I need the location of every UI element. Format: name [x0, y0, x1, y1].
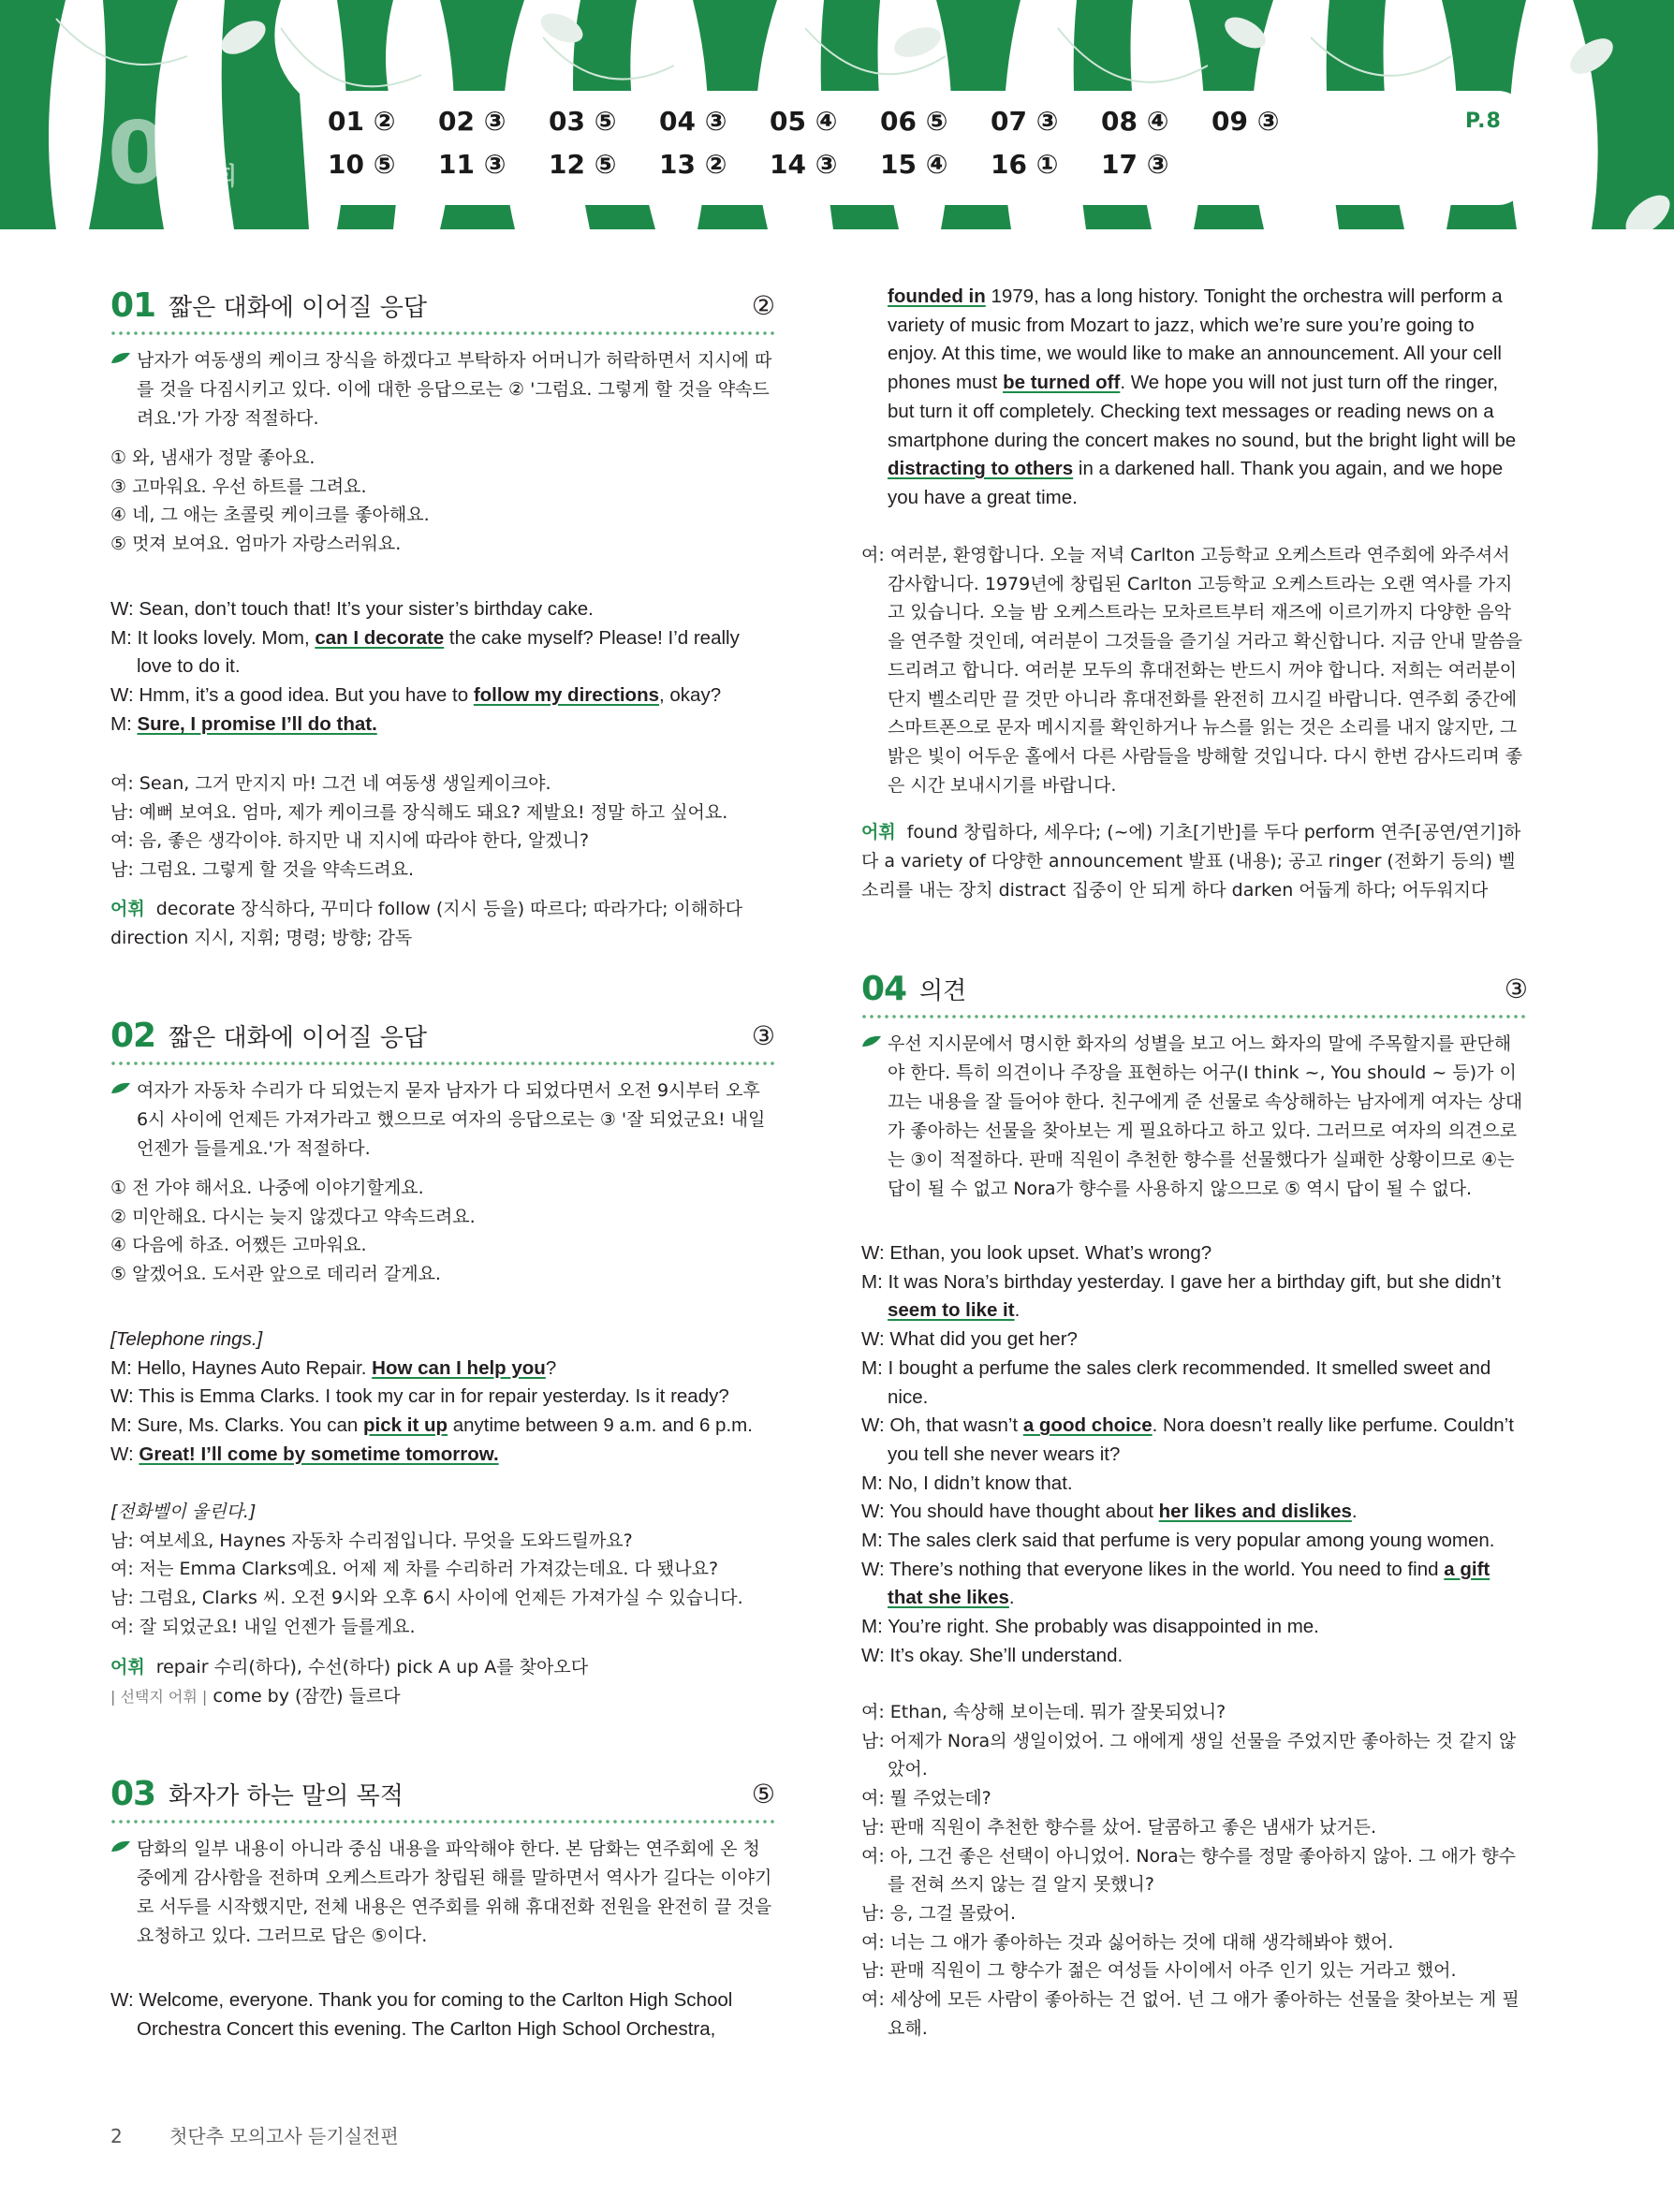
answer-item: 17 ③ — [1101, 149, 1169, 180]
section-02-header — [110, 1017, 775, 1055]
options-list — [110, 444, 766, 559]
dialogue-line: 여: 세상에 모든 사람이 좋아하는 건 없어. 넌 그 애가 좋아하는 선물을 찾아보는 게 필요해. — [861, 1989, 1520, 2039]
dialogue-line: W: What did you get her? — [861, 1328, 1078, 1351]
monologue-korean — [861, 541, 1528, 799]
dialogue-line: W: Ethan, you look upset. What’s wrong? — [861, 1242, 1212, 1264]
book-title: 첫단추 모의고사 듣기실전편 — [169, 2125, 399, 2147]
explanation: 남자가 여동생의 케이크 장식을 하겠다고 부탁하자 어머니가 허락하면서 지시에 따를 것을 다짐시키고 있다. 이에 대한 응답으로는 ② '그럼요. 그렇게 할 것을 약속드려요.'가 가장 적절하다. — [137, 346, 773, 433]
dialogue-line: 남: 예뻐 보여요. 엄마, 제가 케이크를 장식해도 돼요? 제발요! 정말 하고 싶어요. — [110, 801, 728, 823]
answer-item: 12 ⑤ — [549, 149, 617, 180]
answer-key-box — [309, 91, 1526, 205]
dialogue-line: W: There’s nothing that everyone likes in the world. You need to find a gift that she likes. — [861, 1558, 1490, 1609]
dialogue-english — [110, 595, 775, 740]
section-title: 짧은 대화에 이어질 응답 — [169, 294, 427, 322]
dialogue-line: M: The sales clerk said that perfume is very popular among young women. — [861, 1530, 1495, 1552]
test-number: 01 — [108, 103, 217, 203]
dialogue-line: W: It’s okay. She’ll understand. — [861, 1644, 1123, 1666]
option: ① 전 가야 해서요. 나중에 이야기할게요. — [110, 1178, 424, 1198]
dialogue-line: 남: 그럼요. 그렇게 할 것을 약속드려요. — [110, 859, 414, 881]
dialogue-line: W: Welcome, everyone. Thank you for coming to the Carlton High School Orchestra Concert this evening. The Carlton High School Orchestra, — [110, 1989, 733, 2040]
vocabulary: 어휘 found 창립하다, 세우다; (~에) 기초[기반]를 두다 perform 연주[공연/연기]하다 a variety of 다양한 announcement 발표 (내용); 공고 ringer (전화기 등의) 벨소리를 내는 장치 distract 집중이 안 되게 하다 darken 어둡게 하다; 어두워지다 — [861, 822, 1521, 901]
dialogue-line: M: Hello, Haynes Auto Repair. How can I help you? — [110, 1356, 557, 1379]
divider — [110, 1818, 775, 1825]
dialogue-english — [110, 1326, 775, 1470]
section-title: 짧은 대화에 이어질 응답 — [169, 1024, 427, 1052]
page-reference: P.8 — [1465, 110, 1502, 133]
dialogue-line: 남: 여보세요, Haynes 자동차 수리점입니다. 무엇을 도와드릴까요? — [110, 1530, 633, 1551]
vocabulary: 어휘 repair 수리(하다), 수선(하다) pick A up A를 찾아오다 | 선택지 어휘 | come by (잠깐) 들르다 — [110, 1657, 589, 1707]
dialogue-line: W: Sean, don’t touch that! It’s your sister’s birthday cake. — [110, 598, 594, 620]
explanation: 여자가 자동차 수리가 다 되었는지 묻자 남자가 다 되었다면서 오전 9시부터 오후 6시 사이에 언제든 가져가라고 했으므로 여자의 응답으로는 ③ '잘 되었군요! 내일 언젠가 들를게요.'가 적절하다. — [137, 1077, 773, 1164]
dialogue-line: founded in 1979, has a long history. Tonight the orchestra will perform a variety of music from Mozart to jazz, which we’re sure you’re going to enjoy. At this time, we would like to make an announcement. All your cell phones must be turned off. We hope you will not just turn off the ringer, but turn it off completely. Checking text messages or reading news on a smartphone during the concert makes no sound, but the bright light will be distracting to others in a darkened hall. Thank you again, and we hope you have a great time. — [888, 286, 1517, 508]
page-footer — [110, 2121, 399, 2148]
option: ② 미안해요. 다시는 늦지 않겠다고 약속드려요. — [110, 1206, 476, 1227]
dialogue-line: 여: 음, 좋은 생각이야. 하지만 내 지시에 따라야 한다, 알겠니? — [110, 830, 590, 852]
explanation: 담화의 일부 내용이 아니라 중심 내용을 파악해야 한다. 본 담화는 연주회에 온 청중에게 감사함을 전하며 오케스트라가 창립된 해를 말하면서 역사가 길다는 이야기로 서두를 시작했지만, 전체 내용은 연주회를 위해 휴대전화 전원을 완전히 끌 것을 요청하고 있다. 그러므로 답은 ⑤이다. — [137, 1835, 773, 1951]
answer-item: 07 ③ — [991, 106, 1059, 137]
monologue-english-continued — [861, 283, 1528, 513]
dialogue-line: 여: 여러분, 환영합니다. 오늘 저녁 Carlton 고등학교 오케스트라 연주회에 와주셔서 감사합니다. 1979년에 창립된 Carlton 고등학교 오케스트라는 오랜 역사를 가지고 있습니다. 오늘 밤 오케스트라는 모차르트부터 재즈에 이르기까지 다양한 음악을 연주할 것인데, 여러분이 그것들을 즐기실 거라고 확신합니다. 지금 안내 말씀을 드리려고 합니다. 여러분 모두의 휴대전화는 반드시 꺼야 합니다. 저희는 여러분이 단지 벨소리만 끌 것만 아니라 휴대전화를 완전히 끄시길 바랍니다. 연주회 중간에 스마트폰으로 문자 메시지를 확인하거나 뉴스를 읽는 것은 소리를 내지 않지만, 그 밝은 빛이 어두운 홀에서 다른 사람들을 방해할 것입니다. 다시 한번 감사드리며 좋은 시간 보내시기를 바랍니다. — [861, 545, 1523, 796]
answer-item: 11 ③ — [438, 149, 507, 180]
option-vocab-tag: | 선택지 어휘 | — [110, 1688, 208, 1706]
option: ⑤ 알겠어요. 도서관 앞으로 데리러 갈게요. — [110, 1264, 441, 1285]
answer-item: 16 ① — [991, 149, 1059, 180]
dialogue-line: M: You’re right. She probably was disappointed in me. — [861, 1616, 1319, 1638]
answer-item: 01 ② — [328, 106, 396, 137]
dialogue-line: M: No, I didn’t know that. — [861, 1472, 1073, 1494]
answer-item: 05 ④ — [770, 106, 838, 137]
leaf-icon — [110, 1838, 131, 1853]
dialogue-korean — [861, 1698, 1528, 2043]
section-answer: ③ — [751, 1020, 775, 1051]
answer-item: 08 ④ — [1101, 106, 1169, 137]
dialogue-line: W: Great! I’ll come by sometime tomorrow. — [110, 1443, 499, 1465]
section-number: 04 — [861, 970, 907, 1008]
divider — [861, 1013, 1528, 1020]
option: ③ 고마워요. 우선 하트를 그려요. — [110, 476, 367, 497]
options-list — [110, 1174, 766, 1289]
option: ④ 네, 그 애는 초콜릿 케이크를 좋아해요. — [110, 505, 430, 526]
answer-item: 02 ③ — [438, 106, 507, 137]
dialogue-line: M: It was Nora’s birthday yesterday. I gave her a birthday gift, but she didn’t seem to like it. — [861, 1270, 1501, 1322]
dialogue-line: W: You should have thought about her likes and dislikes. — [861, 1501, 1358, 1523]
section-answer: ③ — [1504, 974, 1528, 1004]
section-number: 01 — [110, 286, 156, 325]
dialogue-line: 여: 저는 Emma Clarks예요. 어제 제 차를 수리하러 가져갔는데요. 다 됐나요? — [110, 1559, 719, 1580]
section-title: 화자가 하는 말의 목적 — [169, 1782, 404, 1810]
section-title: 의견 — [919, 977, 967, 1005]
dialogue-line: M: I bought a perfume the sales clerk recommended. It smelled sweet and nice. — [861, 1356, 1491, 1408]
page-number: 2 — [110, 2125, 123, 2147]
option: ④ 다음에 하죠. 어쨌든 고마워요. — [110, 1235, 367, 1256]
leaf-icon — [861, 1033, 882, 1048]
answer-item: 10 ⑤ — [328, 149, 396, 180]
answer-item: 04 ③ — [659, 106, 727, 137]
answer-row-2 — [328, 149, 1211, 180]
section-answer: ⑤ — [751, 1779, 775, 1809]
stage-direction: [전화벨이 울린다.] — [110, 1502, 257, 1522]
answer-item: 14 ③ — [770, 149, 838, 180]
section-answer: ② — [751, 290, 775, 321]
vocab-label: 어휘 — [861, 822, 896, 842]
answer-item: 15 ④ — [880, 149, 948, 180]
dialogue-korean — [110, 1498, 775, 1642]
dialogue-line: 남: 판매 직원이 그 향수가 젊은 여성들 사이에서 아주 인기 있는 거라고 했어. — [861, 1960, 1457, 1982]
dialogue-line: 여: 뭘 주었는데? — [861, 1788, 991, 1809]
section-01-header — [110, 286, 775, 325]
dialogue-line: 남: 그럼요, Clarks 씨. 오전 9시와 오후 6시 사이에 언제든 가져가실 수 있습니다. — [110, 1588, 743, 1609]
section-number: 02 — [110, 1017, 156, 1055]
section-03-header — [110, 1775, 775, 1813]
divider — [110, 1060, 775, 1067]
answer-row-1 — [328, 106, 1322, 137]
option: ① 와, 냄새가 정말 좋아요. — [110, 447, 316, 468]
answer-item: 09 ③ — [1211, 106, 1280, 137]
dialogue-line: 남: 어제가 Nora의 생일이었어. 그 애에게 생일 선물을 주었지만 좋아하는 것 같지 않았어. — [861, 1730, 1517, 1780]
dialogue-line: 여: Sean, 그거 만지지 마! 그건 네 여동생 생일케이크야. — [110, 773, 551, 794]
section-number: 03 — [110, 1775, 156, 1813]
leaf-icon — [110, 350, 131, 365]
vocabulary: 어휘 decorate 장식하다, 꾸미다 follow (지시 등을) 따르다; 따라가다; 이해하다 direction 지시, 지휘; 명령; 방향; 감독 — [110, 899, 742, 948]
explanation: 우선 지시문에서 명시한 화자의 성별을 보고 어느 화자의 말에 주목할지를 판단해야 한다. 특히 의견이나 주장을 표현하는 어구(I think ~, You should ~ 등)가 이끄는 내용을 잘 들어야 한다. 친구에게 준 선물로 속상해하는 남자에게 여자는 상대가 좋아하는 선물을 찾아보는 게 필요하다고 하고 있다. 그러므로 여자의 의견으로는 ③이 적절하다. 판매 직원이 추천한 향수를 선물했다가 실패한 상황이므로 ④는 답이 될 수 없고 Nora가 향수를 사용하지 않으므로 ⑤ 역시 답이 될 수 없다. — [888, 1030, 1528, 1204]
answer-item: 13 ② — [659, 149, 727, 180]
dialogue-korean — [110, 769, 775, 885]
dialogue-line: 남: 응, 그걸 몰랐어. — [861, 1902, 1017, 1924]
monologue-english — [110, 1986, 775, 2044]
vocab-label: 어휘 — [110, 899, 145, 919]
dialogue-line: 남: 판매 직원이 추천한 향수를 샀어. 달콤하고 좋은 냄새가 났거든. — [861, 1816, 1377, 1838]
dialogue-line: W: This is Emma Clarks. I took my car in for repair yesterday. Is it ready? — [110, 1385, 729, 1408]
answer-item: 06 ⑤ — [880, 106, 948, 137]
option: ⑤ 멋져 보여요. 엄마가 자랑스러워요. — [110, 534, 402, 555]
section-04-header — [861, 970, 1528, 1008]
vocab-label: 어휘 — [110, 1657, 145, 1677]
dialogue-english — [861, 1239, 1528, 1671]
dialogue-line: M: Sure, Ms. Clarks. You can pick it up anytime between 9 a.m. and 6 p.m. — [110, 1414, 753, 1437]
dialogue-line: W: Oh, that wasn’t a good choice. Nora doesn’t really like perfume. Couldn’t you tell she never wears it? — [861, 1414, 1514, 1465]
dialogue-line: M: Sure, I promise I’ll do that. — [110, 712, 377, 735]
dialogue-line: W: Hmm, it’s a good idea. But you have to follow my directions, okay? — [110, 684, 722, 707]
leaf-icon — [110, 1080, 131, 1095]
page-header — [0, 0, 1674, 229]
stage-direction: [Telephone rings.] — [110, 1328, 263, 1350]
answer-item: 03 ⑤ — [549, 106, 617, 137]
divider — [110, 330, 775, 337]
dialogue-line: 여: 너는 그 애가 좋아하는 것과 싫어하는 것에 대해 생각해봐야 했어. — [861, 1931, 1394, 1953]
dialogue-line: 여: Ethan, 속상해 보이는데. 뭐가 잘못되었니? — [861, 1702, 1226, 1722]
dialogue-line: 여: 아, 그건 좋은 선택이 아니었어. Nora는 향수를 정말 좋아하지 않아. 그 애가 향수를 전혀 쓰지 않는 걸 알지 못했니? — [861, 1845, 1516, 1896]
dialogue-line: M: It looks lovely. Mom, can I decorate the cake myself? Please! I’d really love to do it. — [110, 626, 740, 678]
test-suffix: 회 — [213, 163, 238, 191]
dialogue-line: 여: 잘 되었군요! 내일 언젠가 들를게요. — [110, 1616, 416, 1637]
